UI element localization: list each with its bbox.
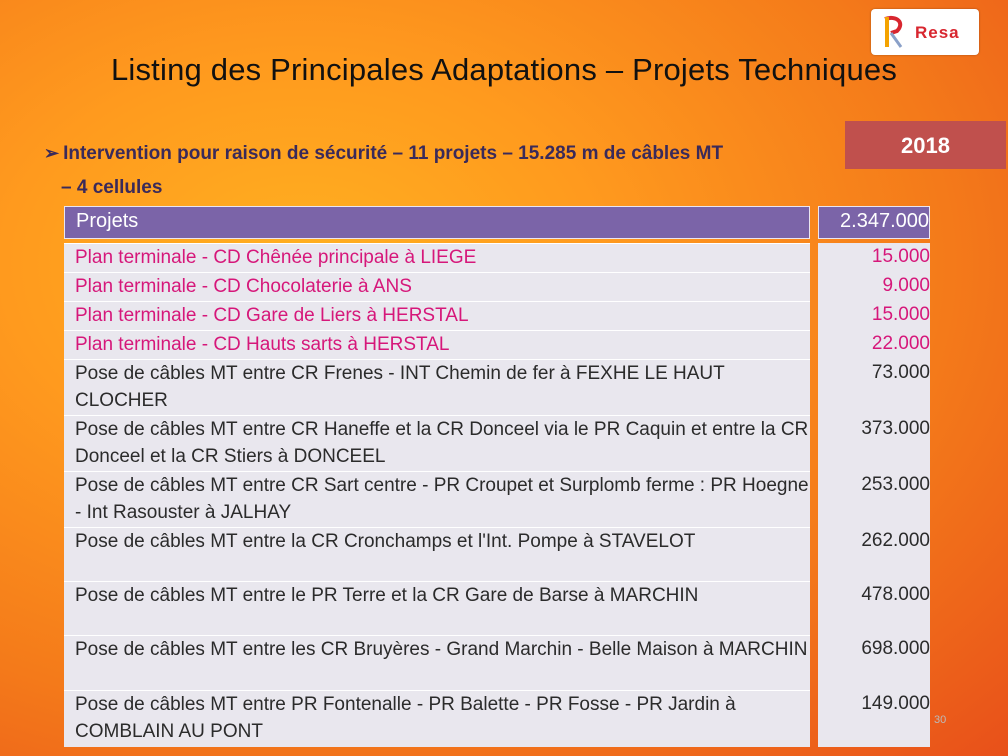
table-row: [64, 359, 930, 415]
project-amount: 253.000: [818, 471, 930, 527]
table-header-row: [64, 206, 930, 239]
intervention-line-2: – 4 cellules: [61, 177, 163, 198]
project-name: Plan terminale - CD Chênée principale à LIEGE: [64, 243, 810, 272]
project-amount: 9.000: [818, 272, 930, 301]
project-name: Pose de câbles MT entre CR Frenes - INT Chemin de fer à FEXHE LE HAUT CLOCHER: [64, 359, 810, 415]
page-title: Listing des Principales Adaptations – Projets Techniques: [110, 52, 898, 87]
table-row: [64, 272, 930, 301]
table-row: [64, 527, 930, 581]
project-amount: 22.000: [818, 330, 930, 359]
project-amount: 149.000: [818, 690, 930, 747]
table-row: [64, 301, 930, 330]
year-badge: 2018: [845, 121, 1006, 169]
project-amount: 373.000: [818, 415, 930, 471]
project-amount: 698.000: [818, 635, 930, 690]
page-number: 30: [934, 714, 947, 726]
project-name: Plan terminale - CD Gare de Liers à HERSTAL: [64, 301, 810, 330]
table-row: [64, 690, 930, 747]
projects-table: [64, 206, 930, 747]
table-body: [64, 243, 930, 747]
table-row: [64, 243, 930, 272]
table-row: [64, 330, 930, 359]
table-row: [64, 415, 930, 471]
project-name: Pose de câbles MT entre CR Sart centre - PR Croupet et Surplomb ferme : PR Hoegne - Int Rasouster à JALHAY: [64, 471, 810, 527]
project-amount: 73.000: [818, 359, 930, 415]
bullet-arrow-icon: ➢: [44, 143, 60, 163]
project-name: Pose de câbles MT entre les CR Bruyères - Grand Marchin - Belle Maison à MARCHIN: [64, 635, 810, 690]
project-name: Pose de câbles MT entre CR Haneffe et la CR Donceel via le PR Caquin et entre la CR Donceel et la CR Stiers à DONCEEL: [64, 415, 810, 471]
header-total-value: 2.347.000: [818, 206, 930, 239]
project-name: Pose de câbles MT entre la CR Cronchamps et l'Int. Pompe à STAVELOT: [64, 527, 810, 581]
project-name: Pose de câbles MT entre le PR Terre et la CR Gare de Barse à MARCHIN: [64, 581, 810, 635]
project-name: Plan terminale - CD Hauts sarts à HERSTAL: [64, 330, 810, 359]
header-projects-label: Projets: [64, 206, 810, 239]
project-name: Pose de câbles MT entre PR Fontenalle - PR Balette - PR Fosse - PR Jardin à COMBLAIN AU PONT: [64, 690, 810, 747]
intervention-line-1: Intervention pour raison de sécurité – 11 projets – 15.285 m de câbles MT: [63, 143, 724, 164]
project-name: Plan terminale - CD Chocolaterie à ANS: [64, 272, 810, 301]
project-amount: 478.000: [818, 581, 930, 635]
project-amount: 15.000: [818, 301, 930, 330]
logo-wordmark: Resa: [915, 23, 960, 42]
resa-logo: [871, 9, 979, 55]
table-row: [64, 635, 930, 690]
intervention-heading: [44, 136, 804, 205]
table-row: [64, 471, 930, 527]
table-row: [64, 581, 930, 635]
resa-mark-icon: [879, 15, 907, 49]
project-amount: 262.000: [818, 527, 930, 581]
project-amount: 15.000: [818, 243, 930, 272]
